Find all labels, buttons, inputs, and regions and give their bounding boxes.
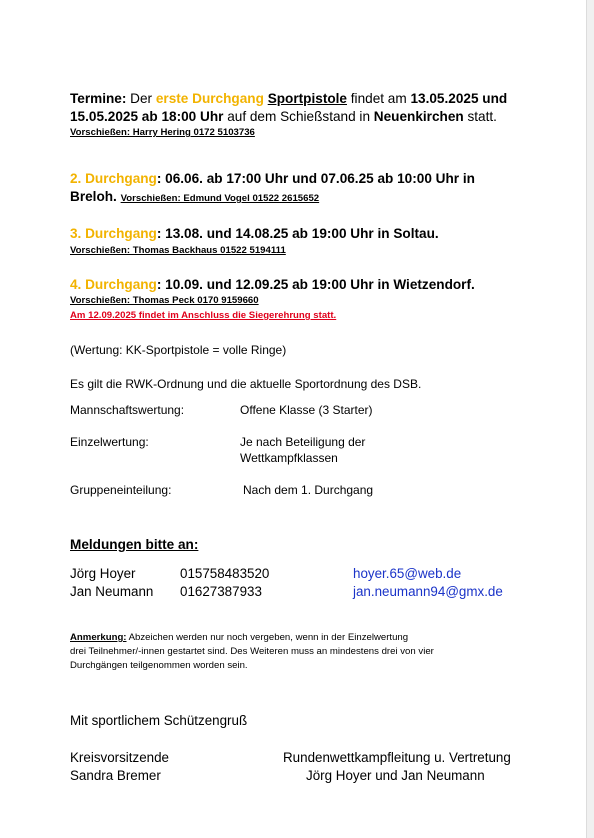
contact-2-name: Jan Neumann	[70, 584, 154, 599]
contact-2-email[interactable]: jan.neumann94@gmx.de	[353, 584, 503, 599]
termine-line-1: Termine: Der erste Durchgang Sportpistole findet am 13.05.2025 und	[70, 91, 508, 106]
ort-neuenkirchen: Neuenkirchen	[373, 109, 464, 124]
signature-left-name: Sandra Bremer	[70, 768, 161, 783]
gruppeneinteilung-value: Nach dem 1. Durchgang	[243, 483, 374, 497]
page-edge	[586, 0, 594, 838]
gruss: Mit sportlichem Schützengruß	[70, 713, 248, 728]
einzelwertung-value-2: Wettkampfklassen	[240, 451, 338, 465]
anmerkung-line-3: Durchgängen teilgenommen worden sein.	[70, 660, 248, 671]
signature-right-title: Rundenwettkampfleitung u. Vertretung	[283, 750, 511, 765]
anmerkung-line-2: drei Teilnehmer/-innen gestartet sind. Des Weiteren muss an mindestens drei von vier	[70, 646, 434, 657]
vorschiessen-3: Vorschießen: Thomas Backhaus 01522 5194111	[70, 245, 286, 256]
contact-2-phone: 01627387933	[180, 584, 262, 599]
einzelwertung-value: Je nach Beteiligung der	[240, 435, 366, 449]
contact-1-name: Jörg Hoyer	[70, 566, 136, 581]
signature-left-title: Kreisvorsitzende	[70, 750, 169, 765]
durchgang-3-line-1: 3. Durchgang: 13.08. und 14.08.25 ab 19:00 Uhr in Soltau.	[70, 226, 439, 241]
vorschiessen-1: Vorschießen: Harry Hering 0172 5103736	[70, 127, 255, 138]
gruppeneinteilung-label: Gruppeneinteilung:	[70, 483, 172, 497]
anmerkung-line-1: Anmerkung: Abzeichen werden nur noch vergeben, wenn in der Einzelwertung	[70, 632, 409, 643]
rwk-ordnung: Es gilt die RWK-Ordnung und die aktuelle Sportordnung des DSB.	[70, 377, 422, 391]
durchgang-2-line-1: 2. Durchgang: 06.06. ab 17:00 Uhr und 07.06.25 ab 10:00 Uhr in	[70, 171, 475, 186]
durchgang-2-line-2: Breloh. Vorschießen: Edmund Vogel 01522 2615652	[70, 189, 320, 204]
sportpistole: Sportpistole	[267, 91, 347, 106]
vorschiessen-4: Vorschießen: Thomas Peck 0170 9159660	[70, 295, 259, 306]
anmerkung-label: Anmerkung:	[70, 632, 127, 643]
siegerehrung: Am 12.09.2025 findet im Anschluss die Siegerehrung statt.	[70, 310, 337, 321]
einzelwertung-label: Einzelwertung:	[70, 435, 149, 449]
mannschaftswertung-label: Mannschaftswertung:	[70, 403, 185, 417]
contact-1-email[interactable]: hoyer.65@web.de	[353, 566, 462, 581]
erste-durchgang: erste Durchgang	[155, 91, 264, 106]
durchgang-4-line-1: 4. Durchgang: 10.09. und 12.09.25 ab 19:00 Uhr in Wietzendorf.	[70, 277, 475, 292]
termine-line-2: 15.05.2025 ab 18:00 Uhr auf dem Schießstand in Neuenkirchen statt.	[70, 109, 497, 124]
signature-right-name: Jörg Hoyer und Jan Neumann	[306, 768, 485, 783]
termine-label: Termine:	[70, 91, 127, 106]
vorschiessen-2: Vorschießen: Edmund Vogel 01522 2615652	[120, 193, 320, 204]
contact-1-phone: 015758483520	[180, 566, 270, 581]
meldungen-title: Meldungen bitte an:	[70, 537, 199, 552]
wertung: (Wertung: KK-Sportpistole = volle Ringe)	[70, 343, 287, 357]
mannschaftswertung-value: Offene Klasse (3 Starter)	[240, 403, 373, 417]
